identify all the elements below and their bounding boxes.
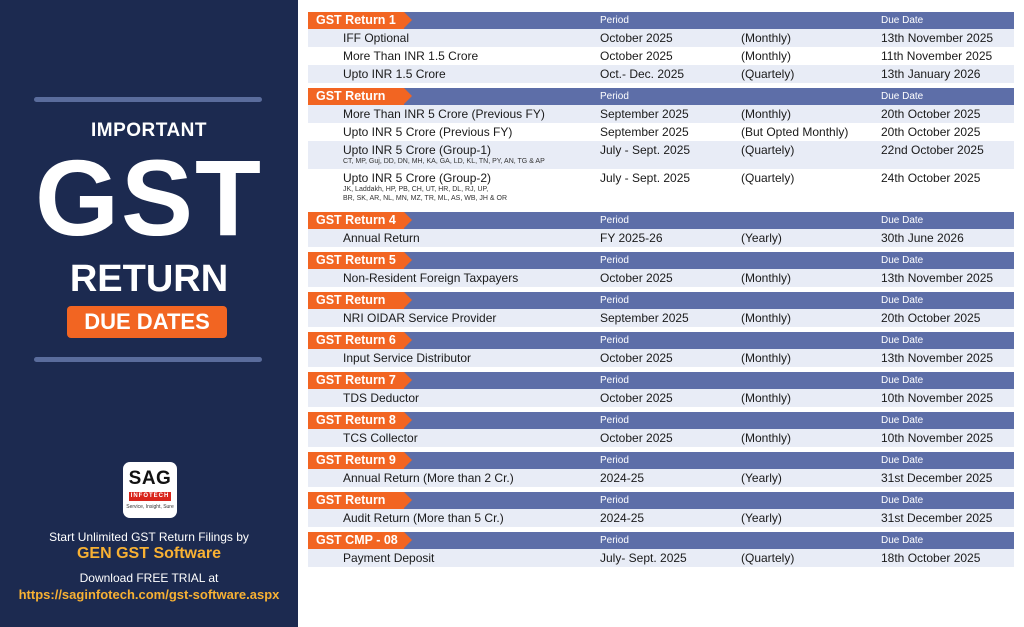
section-header [308,492,1014,509]
frequency-value: (Yearly) [741,511,782,525]
divider-top [34,97,262,102]
period-value: October 2025 [600,391,673,405]
due-date-value: 18th October 2025 [881,551,981,565]
due-date-value: 11th November 2025 [881,49,993,63]
return-type-label: Annual Return [343,231,420,245]
logo-text: SAG [128,468,172,489]
promo-line-1: Start Unlimited GST Return Filings by [49,530,249,544]
gst-heading: GST [34,137,263,258]
promo-product-name: GEN GST Software [76,545,222,562]
period-value: 2024-25 [600,511,645,525]
period-column-head: Period [600,295,629,306]
section [308,412,1014,447]
period-value: October 2025 [600,31,673,45]
logo-sub: INFOTECH [130,493,170,499]
section [308,292,1014,327]
section-title: GST Return 5 [308,252,404,269]
due-date-column-head: Due Date [881,455,924,466]
section-header [308,88,1014,105]
table-row [308,349,1014,367]
due-date-column-head: Due Date [881,91,924,102]
table-row [308,549,1014,567]
frequency-value: (But Opted Monthly) [741,125,849,139]
period-value: September 2025 [600,311,689,325]
due-date-column-head: Due Date [881,295,924,306]
return-type-label: Input Service Distributor [343,351,472,365]
table-row [308,29,1014,47]
promo-line-3: Download FREE TRIAL at [79,571,219,585]
return-type-label: IFF Optional [343,31,410,45]
section-title: GST Return 6 [308,332,404,349]
due-date-column-head: Due Date [881,15,924,26]
period-column-head: Period [600,91,629,102]
due-date-column-head: Due Date [881,415,924,426]
frequency-value: (Monthly) [741,49,792,63]
frequency-value: (Monthly) [741,107,792,121]
frequency-value: (Monthly) [741,311,792,325]
logo-tagline: Service, Insight, Sure [126,504,174,510]
period-value: July- Sept. 2025 [600,551,687,565]
table-row [308,141,1014,169]
due-date-column-head: Due Date [881,495,924,506]
due-dates-table [308,12,1014,572]
due-date-column-head: Due Date [881,375,924,386]
divider-bottom [34,357,262,362]
period-value: September 2025 [600,107,689,121]
due-date-value: 31st December 2025 [881,511,993,525]
table-row [308,429,1014,447]
period-value: July - Sept. 2025 [600,143,691,157]
return-type-label: Upto INR 1.5 Crore [343,67,446,81]
return-type-label: Annual Return (More than 2 Cr.) [343,471,514,485]
section-header [308,212,1014,229]
table-row [308,47,1014,65]
due-date-value: 13th November 2025 [881,271,994,285]
period-value: July - Sept. 2025 [600,171,691,185]
table-row [308,65,1014,83]
section [308,12,1014,83]
section-title: GST Return 8 [308,412,404,429]
table-row [308,169,1014,207]
return-type-label: Audit Return (More than 5 Cr.) [343,511,504,525]
section-header [308,332,1014,349]
section-title: GST CMP - 08 [308,532,404,549]
due-date-value: 13th January 2026 [881,67,981,81]
due-date-value: 13th November 2025 [881,351,994,365]
due-date-value: 20th October 2025 [881,125,981,139]
due-date-value: 10th November 2025 [881,431,994,445]
due-date-value: 20th October 2025 [881,311,981,325]
frequency-value: (Quartely) [741,551,795,565]
return-type-label: Payment Deposit [343,551,435,565]
section-title: GST Return [308,292,404,309]
period-column-head: Period [600,535,629,546]
important-heading: IMPORTANT [90,120,208,141]
frequency-value: (Monthly) [741,391,792,405]
section [308,372,1014,407]
due-date-value: 10th November 2025 [881,391,994,405]
table-row [308,469,1014,487]
period-value: October 2025 [600,49,673,63]
due-date-column-head: Due Date [881,335,924,346]
return-heading: RETURN [69,258,229,300]
period-column-head: Period [600,375,629,386]
due-date-value: 20th October 2025 [881,107,981,121]
table-row [308,123,1014,141]
return-type-label: Upto INR 5 Crore (Group-2) [343,171,492,185]
frequency-value: (Yearly) [741,231,782,245]
period-value: 2024-25 [600,471,645,485]
state-list-note: JK, Laddakh, HP, PB, CH, UT, HR, DL, RJ, UP, [343,186,489,193]
table-row [308,509,1014,527]
section-header [308,532,1014,549]
section [308,212,1014,247]
sag-infotech-logo [123,462,177,518]
due-date-column-head: Due Date [881,535,924,546]
due-date-column-head: Due Date [881,215,924,226]
section [308,332,1014,367]
section-title: GST Return 9 [308,452,404,469]
period-column-head: Period [600,495,629,506]
due-date-column-head: Due Date [881,255,924,266]
period-column-head: Period [600,215,629,226]
period-value: October 2025 [600,351,673,365]
period-column-head: Period [600,455,629,466]
due-date-value: 22nd October 2025 [881,143,984,157]
section-title: GST Return 4 [308,212,404,229]
frequency-value: (Monthly) [741,351,792,365]
section-title: GST Return 7 [308,372,404,389]
period-column-head: Period [600,15,629,26]
period-column-head: Period [600,335,629,346]
due-date-value: 13th November 2025 [881,31,994,45]
section-header [308,372,1014,389]
section-title: GST Return [308,88,404,105]
table-row [308,309,1014,327]
return-type-label: TDS Deductor [343,391,420,405]
frequency-value: (Quartely) [741,171,795,185]
period-column-head: Period [600,255,629,266]
return-type-label: Non-Resident Foreign Taxpayers [343,271,519,285]
section-header [308,412,1014,429]
left-banner [0,0,298,627]
period-value: Oct.- Dec. 2025 [600,67,685,81]
frequency-value: (Quartely) [741,143,795,157]
period-value: FY 2025-26 [600,231,663,245]
return-type-label: More Than INR 1.5 Crore [343,49,479,63]
section-header [308,12,1014,29]
table-row [308,105,1014,123]
frequency-value: (Yearly) [741,471,782,485]
period-value: September 2025 [600,125,689,139]
return-type-label: NRI OIDAR Service Provider [343,311,497,325]
return-type-label: Upto INR 5 Crore (Group-1) [343,143,492,157]
frequency-value: (Monthly) [741,271,792,285]
section-header [308,292,1014,309]
section-header [308,252,1014,269]
section [308,492,1014,527]
due-date-value: 31st December 2025 [881,471,993,485]
table-row [308,389,1014,407]
promo-url-link[interactable]: https://saginfotech.com/gst-software.aspx [18,587,280,602]
period-value: October 2025 [600,431,673,445]
frequency-value: (Quartely) [741,67,795,81]
return-type-label: TCS Collector [343,431,418,445]
table-row [308,229,1014,247]
return-type-label: Upto INR 5 Crore (Previous FY) [343,125,513,139]
period-value: October 2025 [600,271,673,285]
return-type-label: More Than INR 5 Crore (Previous FY) [343,107,545,121]
section-title: GST Return [308,492,404,509]
section [308,452,1014,487]
state-list-note-2: BR, SK, AR, NL, MN, MZ, TR, ML, AS, WB, JH & OR [343,195,508,202]
section [308,532,1014,567]
period-column-head: Period [600,415,629,426]
section-header [308,452,1014,469]
section [308,252,1014,287]
frequency-value: (Monthly) [741,431,792,445]
frequency-value: (Monthly) [741,31,792,45]
due-dates-badge: DUE DATES [67,306,227,338]
section-title: GST Return 1 [308,12,404,29]
due-date-value: 24th October 2025 [881,171,981,185]
table-row [308,269,1014,287]
due-date-value: 30th June 2026 [881,231,964,245]
state-list-note: CT, MP, Guj, DD, DN, MH, KA, GA, LD, KL, TN, PY, AN, TG & AP [343,158,545,165]
section [308,88,1014,207]
